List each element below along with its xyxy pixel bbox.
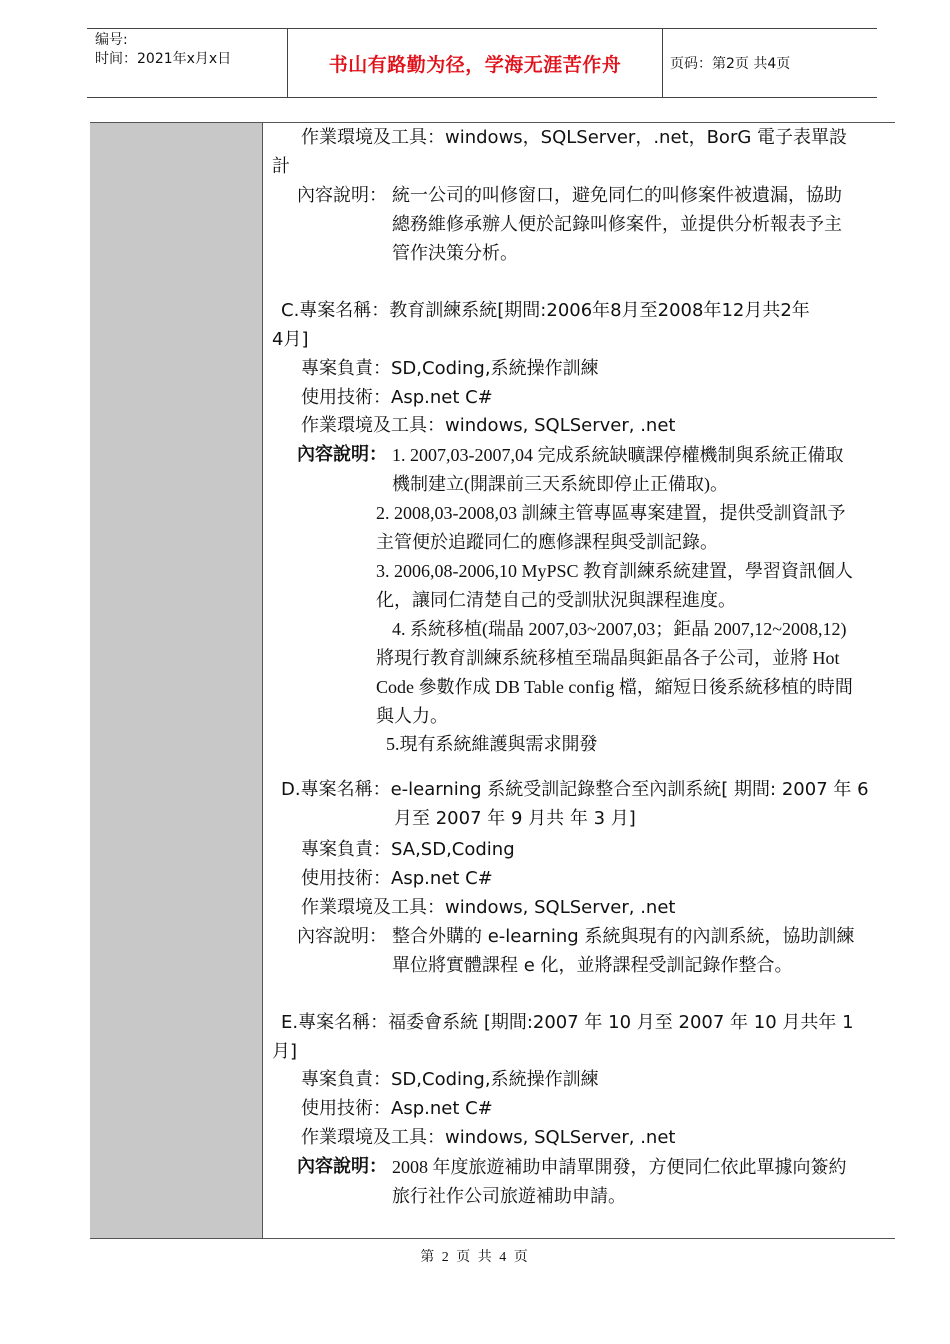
c-item-5: 5.現有系統維護與需求開發 <box>386 734 598 754</box>
e-title-line-2: 月] <box>272 1041 298 1062</box>
page-header <box>87 28 877 98</box>
label-column <box>90 123 263 1238</box>
header-motto: 书山有路勤为径，学海无涯苦作舟 <box>287 29 663 97</box>
number-label: 编号: <box>95 32 128 48</box>
c-item-1b: 機制建立(開課前三天系統即停止正備取)。 <box>392 474 728 494</box>
c-item-3b: 化，讓同仁清楚自己的受訓狀況與課程進度。 <box>376 590 736 610</box>
d-env: 作業環境及工具：windows, SQLServer, .net <box>301 897 676 918</box>
c-title-line-2: 4月] <box>272 329 309 350</box>
d-tech: 使用技術：Asp.net C# <box>301 868 493 889</box>
b-env-line-2: 計 <box>272 156 290 177</box>
resume-table <box>90 122 895 1239</box>
c-item-4a: 4. 系統移植(瑞晶 2007,03~2007,03；鉅晶 2007,12~2008,12) <box>392 619 847 639</box>
c-desc-label: 內容說明： <box>297 444 387 465</box>
d-lead: 專案負責：SA,SD,Coding <box>301 839 515 860</box>
e-env: 作業環境及工具：windows, SQLServer, .net <box>301 1127 676 1148</box>
d-title-line-1: D.專案名稱：e-learning 系統受訓記錄整合至內訓系統[ 期間: 2007 年 6 <box>281 779 869 800</box>
e-desc-line-1: 2008 年度旅遊補助申請單開發，方便同仁依此單據向簽約 <box>392 1157 847 1177</box>
d-desc-line-1: 整合外購的 e-learning 系統與現有的內訓系統，協助訓練 <box>392 926 855 947</box>
header-page-label: 页码：第2页 共4页 <box>670 56 791 72</box>
b-desc-label: 內容說明： <box>297 185 387 206</box>
time-label: 时间：2021年x月x日 <box>95 51 232 67</box>
page-footer: 第 2 页 共 4 页 <box>420 1250 530 1265</box>
b-env-line-1: 作業環境及工具：windows，SQLServer，.net，BorG 電子表單設 <box>301 127 848 148</box>
b-desc-line-1: 統一公司的叫修窗口，避免同仁的叫修案件被遺漏，協助 <box>392 185 842 206</box>
d-title-line-2: 月至 2007 年 9 月共 年 3 月] <box>394 808 636 829</box>
c-item-2a: 2. 2008,03-2008,03 訓練主管專區專案建置，提供受訓資訊予 <box>376 503 846 523</box>
e-title-line-1: E.專案名稱：福委會系統 [期間:2007 年 10 月至 2007 年 10 月共年 1 <box>281 1012 854 1033</box>
header-meta <box>95 31 285 69</box>
c-title-line-1: C.專案名稱：教育訓練系統[期間:2006年8月至2008年12月共2年 <box>281 300 810 321</box>
c-item-2b: 主管便於追蹤同仁的應修課程與受訓記錄。 <box>376 532 718 552</box>
b-desc-line-2: 總務維修承辦人便於記錄叫修案件，並提供分析報表予主 <box>392 214 842 235</box>
e-desc-line-2: 旅行社作公司旅遊補助申請。 <box>392 1186 626 1206</box>
d-desc-line-2: 單位將實體課程 e 化，並將課程受訓記錄作整合。 <box>392 955 793 976</box>
c-item-4b: 將現行教育訓練系統移植至瑞晶與鉅晶各子公司，並將 Hot <box>376 648 840 668</box>
e-lead: 專案負責：SD,Coding,系統操作訓練 <box>301 1069 599 1090</box>
b-desc-line-3: 管作決策分析。 <box>392 243 518 264</box>
c-item-1a: 1. 2007,03-2007,04 完成系統缺曠課停權機制與系統正備取 <box>392 445 844 465</box>
d-desc-label: 內容說明： <box>297 926 387 947</box>
c-env: 作業環境及工具：windows, SQLServer, .net <box>301 415 676 436</box>
e-tech: 使用技術：Asp.net C# <box>301 1098 493 1119</box>
e-desc-label: 內容說明： <box>297 1156 387 1177</box>
c-item-3a: 3. 2006,08-2006,10 MyPSC 教育訓練系統建置，學習資訊個人 <box>376 561 854 581</box>
c-tech: 使用技術：Asp.net C# <box>301 387 493 408</box>
c-item-4c: Code 參數作成 DB Table config 檔，縮短日後系統移植的時間 <box>376 677 853 697</box>
c-lead: 專案負責：SD,Coding,系統操作訓練 <box>301 358 599 379</box>
c-item-4d: 與人力。 <box>376 706 448 726</box>
